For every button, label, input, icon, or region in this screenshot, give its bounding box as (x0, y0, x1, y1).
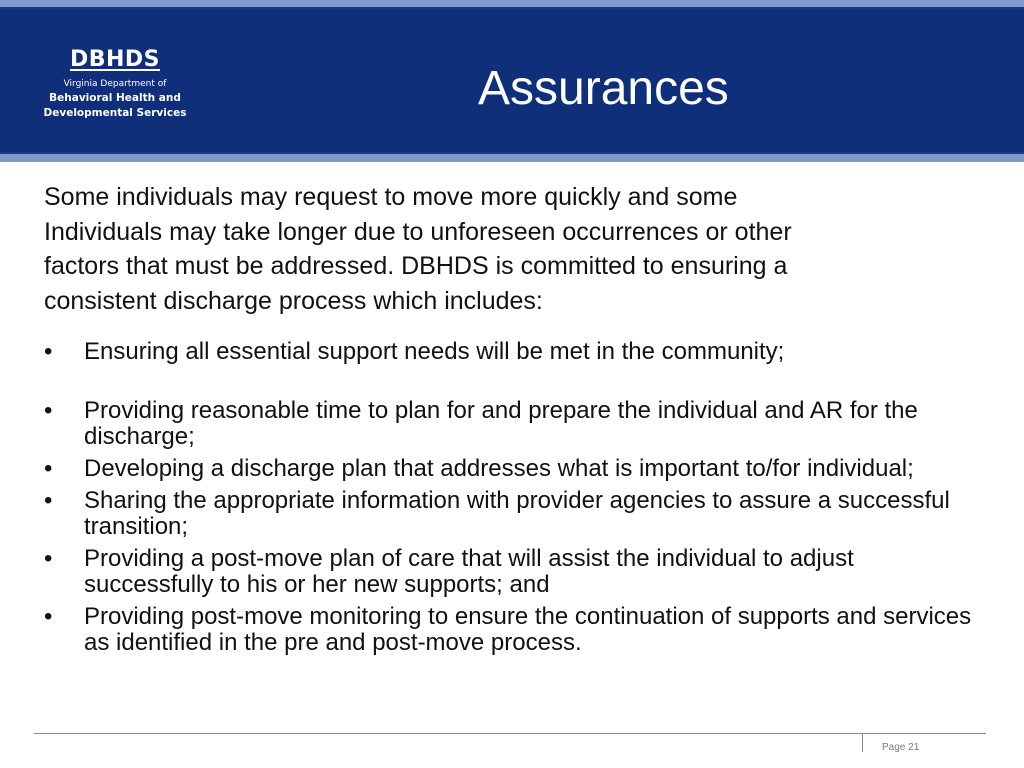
dbhds-logo (30, 47, 200, 121)
footer-tick (862, 734, 863, 752)
bullet-text: Sharing the appropriate information with provider agencies to assure a successful transition; (84, 487, 950, 540)
intro-line: factors that must be addressed. DBHDS is committed to ensuring a (44, 252, 788, 280)
bullet-item (44, 398, 974, 450)
bullet-item (44, 604, 974, 656)
bullet-item (44, 456, 974, 482)
page-number: Page 21 (882, 742, 920, 753)
logo-line-2: Behavioral Health and (49, 92, 181, 104)
bullet-text: Providing reasonable time to plan for and prepare the individual and AR for the discharge; (84, 397, 918, 450)
bullet-dot: • (44, 603, 53, 630)
bullet-list (44, 339, 974, 662)
bullet-text: Developing a discharge plan that addresses what is important to/for individual; (84, 455, 914, 482)
bullet-dot: • (44, 397, 53, 424)
bullet-text: Providing a post-move plan of care that will assist the individual to adjust successfully to his or her new supports; and (84, 545, 854, 598)
bullet-dot: • (44, 545, 53, 572)
bullet-item (44, 488, 974, 540)
logo-name: DBHDS (69, 47, 161, 72)
bullet-item (44, 339, 974, 365)
bullet-text: Ensuring all essential support needs will be met in the community; (84, 338, 785, 365)
footer-divider (34, 733, 986, 734)
header-bar (0, 7, 1024, 154)
intro-line: Some individuals may request to move more quickly and some (44, 183, 738, 211)
logo-line-1: Virginia Department of (63, 79, 167, 89)
slide-title: Assurances (478, 62, 729, 115)
bullet-item (44, 546, 974, 598)
header-band (0, 0, 1024, 162)
intro-line: Individuals may take longer due to unforeseen occurrences or other (44, 217, 792, 246)
logo-line-3: Developmental Services (43, 107, 187, 119)
bullet-dot: • (44, 455, 53, 482)
intro-line: consistent discharge process which includes: (44, 286, 543, 315)
bullet-text: Providing post-move monitoring to ensure the continuation of supports and services as identified in the pre and post-move process. (84, 603, 972, 656)
intro-paragraph (44, 180, 944, 318)
bullet-dot: • (44, 487, 53, 514)
bullet-dot: • (44, 338, 53, 365)
